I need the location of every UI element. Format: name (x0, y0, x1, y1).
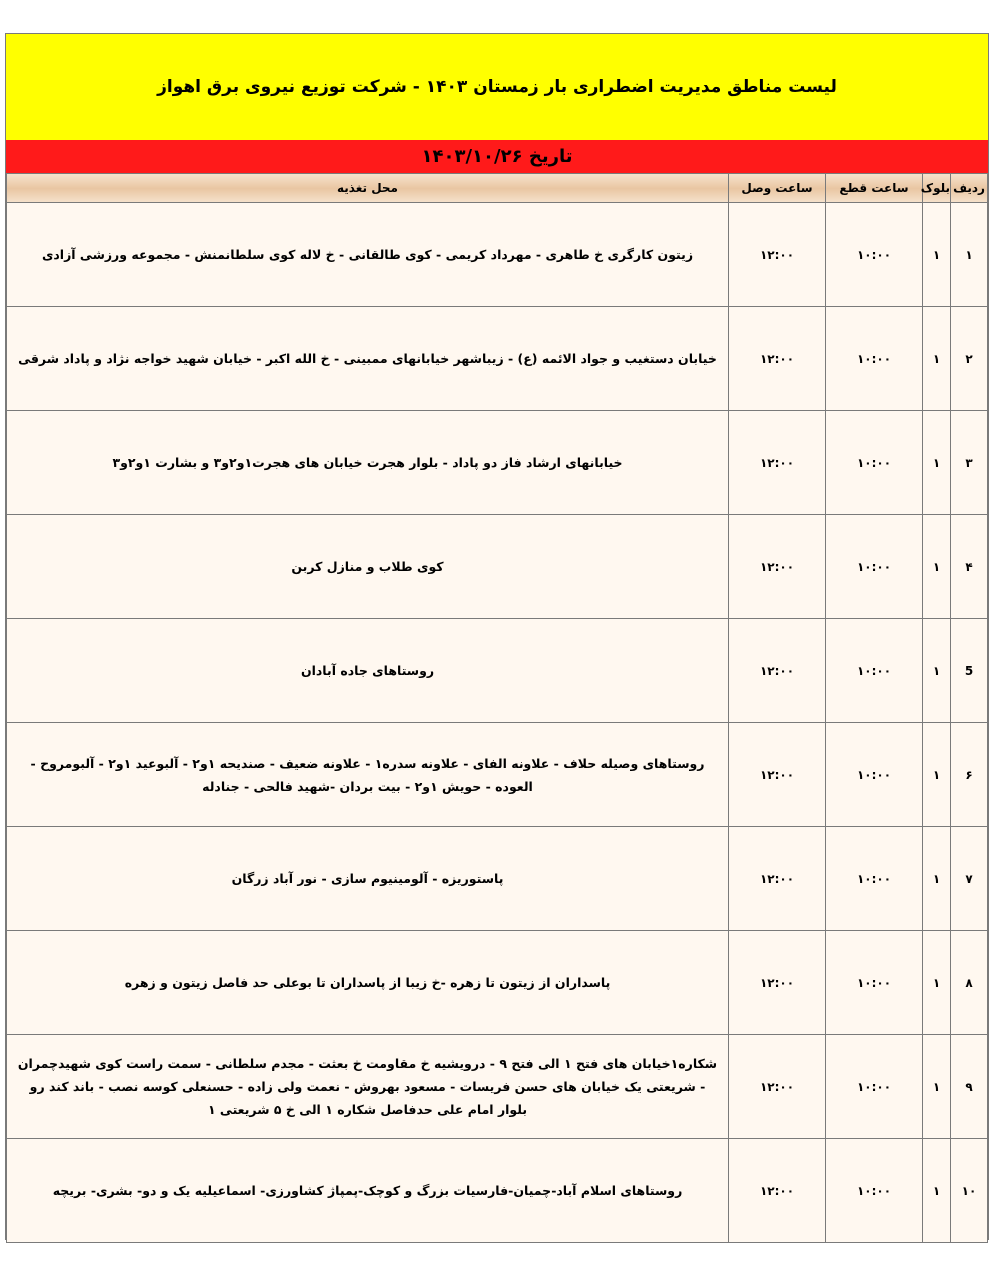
row-cut-time: ۱۰:۰۰ (826, 619, 923, 723)
table-row (7, 619, 988, 723)
header-cut-time: ساعت قطع (826, 174, 923, 203)
row-number: ۶ (951, 723, 988, 827)
row-connect-time: ۱۲:۰۰ (729, 827, 826, 931)
row-location: خیابان دستغیب و جواد الائمه (ع) - زیباشهر خیابانهای ممبینی - خ الله اکبر - خیابان شهید خواجه نژاد و پاداد شرقی (7, 307, 729, 411)
header-connect-time: ساعت وصل (729, 174, 826, 203)
header-location: محل تغذیه (7, 174, 729, 203)
row-number: 5 (951, 619, 988, 723)
row-number: ۳ (951, 411, 988, 515)
row-cut-time: ۱۰:۰۰ (826, 931, 923, 1035)
row-number: ۴ (951, 515, 988, 619)
row-connect-time: ۱۲:۰۰ (729, 307, 826, 411)
row-block: ۱ (923, 619, 951, 723)
row-location: روستاهای وصیله حلاف - علاونه الفای - علاونه سدره۱ - علاونه ضعیف - صندیحه ۱و۲ - آلبوعید ۱و۲ - آلبومروح - العوده - حویش ۱و۲ - بیت بردان -شهید فالحی - جنادله (7, 723, 729, 827)
row-number: ۱ (951, 203, 988, 307)
outage-schedule-sheet (5, 33, 989, 1240)
table-row (7, 931, 988, 1035)
row-connect-time: ۱۲:۰۰ (729, 619, 826, 723)
table-row (7, 203, 988, 307)
row-block: ۱ (923, 723, 951, 827)
row-connect-time: ۱۲:۰۰ (729, 931, 826, 1035)
row-block: ۱ (923, 1139, 951, 1243)
row-number: ۸ (951, 931, 988, 1035)
table-row (7, 307, 988, 411)
row-number: ۹ (951, 1035, 988, 1139)
row-location: پاستوریزه - آلومینیوم سازی - نور آباد زرگان (7, 827, 729, 931)
row-cut-time: ۱۰:۰۰ (826, 1139, 923, 1243)
header-row-number: ردیف (951, 174, 988, 203)
row-block: ۱ (923, 307, 951, 411)
row-block: ۱ (923, 827, 951, 931)
table-row (7, 1139, 988, 1243)
sheet-title: لیست مناطق مدیریت اضطراری بار زمستان ۱۴۰۳ - شرکت توزیع نیروی برق اهواز (6, 34, 988, 140)
row-location: پاسداران از زیتون تا زهره -خ زیبا از پاسداران تا بوعلی حد فاصل زیتون و زهره (7, 931, 729, 1035)
row-location: روستاهای جاده آبادان (7, 619, 729, 723)
row-location: زیتون کارگری خ طاهری - مهرداد کریمی - کوی طالقانی - خ لاله کوی سلطانمنش - مجموعه ورزشی آزادی (7, 203, 729, 307)
row-connect-time: ۱۲:۰۰ (729, 1139, 826, 1243)
row-number: ۲ (951, 307, 988, 411)
table-row (7, 1035, 988, 1139)
row-connect-time: ۱۲:۰۰ (729, 203, 826, 307)
row-block: ۱ (923, 515, 951, 619)
row-cut-time: ۱۰:۰۰ (826, 515, 923, 619)
row-connect-time: ۱۲:۰۰ (729, 1035, 826, 1139)
table-row (7, 827, 988, 931)
row-block: ۱ (923, 203, 951, 307)
row-block: ۱ (923, 1035, 951, 1139)
outage-table (6, 173, 988, 1243)
row-location: خیابانهای ارشاد فاز دو پاداد - بلوار هجرت خیابان های هجرت۱و۲و۳ و بشارت ۱و۲و۳ (7, 411, 729, 515)
row-connect-time: ۱۲:۰۰ (729, 515, 826, 619)
row-block: ۱ (923, 931, 951, 1035)
table-row (7, 515, 988, 619)
schedule-date: تاریخ ۱۴۰۳/۱۰/۲۶ (6, 140, 988, 173)
row-number: ۱۰ (951, 1139, 988, 1243)
row-connect-time: ۱۲:۰۰ (729, 723, 826, 827)
header-block: بلوک (923, 174, 951, 203)
row-cut-time: ۱۰:۰۰ (826, 411, 923, 515)
row-number: ۷ (951, 827, 988, 931)
row-block: ۱ (923, 411, 951, 515)
row-cut-time: ۱۰:۰۰ (826, 723, 923, 827)
row-location: کوی طلاب و منازل کربن (7, 515, 729, 619)
table-row (7, 411, 988, 515)
row-cut-time: ۱۰:۰۰ (826, 307, 923, 411)
row-cut-time: ۱۰:۰۰ (826, 1035, 923, 1139)
row-cut-time: ۱۰:۰۰ (826, 827, 923, 931)
row-cut-time: ۱۰:۰۰ (826, 203, 923, 307)
table-header-row (7, 174, 988, 203)
row-location: شکاره۱خیابان های فتح ۱ الی فتح ۹ - درویشیه خ مقاومت خ بعثت - مجدم سلطانی - سمت راست کوی شهیدچمران - شریعتی یک خیابان های حسن فریسات - مسعود بهروش - نعمت ولی زاده - حسنعلی کوسه نصب - باند کند رو بلوار امام علی حدفاصل شکاره ۱ الی خ ۵ شریعتی ۱ (7, 1035, 729, 1139)
row-location: روستاهای اسلام آباد-چمیان-فارسیات بزرگ و کوچک-پمپاژ کشاورزی- اسماعیلیه یک و دو- بشری- بریچه (7, 1139, 729, 1243)
table-row (7, 723, 988, 827)
row-connect-time: ۱۲:۰۰ (729, 411, 826, 515)
